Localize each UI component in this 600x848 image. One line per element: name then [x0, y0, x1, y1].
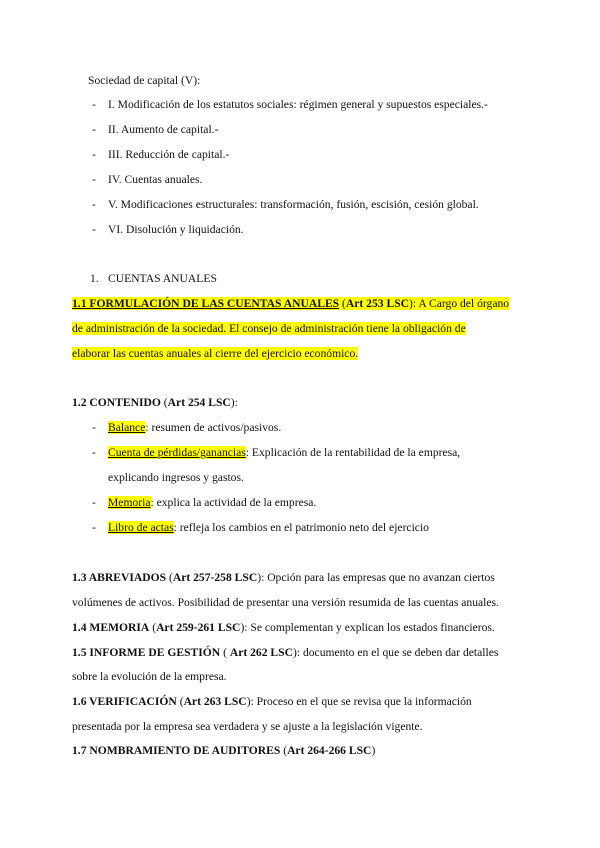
intro-item-3: III. Reducción de capital.- — [108, 148, 230, 161]
s1-5-title: 1.5 INFORME DE GESTIÓN — [72, 646, 221, 659]
paren: ): — [409, 297, 419, 310]
s1-3-article: Art 257-258 LSC — [172, 571, 258, 584]
s1-1-text: de administración de la sociedad. El consejo de administración tiene la obligación de — [72, 322, 466, 335]
section-heading: CUENTAS ANUALES — [108, 272, 217, 285]
s1-7-title: 1.7 NOMBRAMIENTO DE AUDITORES — [72, 744, 281, 757]
paren: ( — [149, 621, 157, 634]
paren: ( — [176, 695, 184, 708]
bullet-dash: - — [92, 446, 96, 459]
s1-5-line2: sobre la evolución de la empresa. — [72, 670, 227, 683]
term-highlight: Cuenta de pérdidas/ganancias — [108, 446, 246, 459]
s1-1-title: 1.1 FORMULACIÓN DE LAS CUENTAS ANUALES — [72, 297, 340, 310]
intro-title: Sociedad de capital (V): — [88, 74, 201, 87]
term-text: : explica la actividad de la empresa. — [150, 496, 317, 509]
intro-item-2: II. Aumento de capital.- — [108, 123, 219, 136]
s1-7-article: Art 264-266 LSC — [287, 744, 372, 757]
section-number: 1. — [90, 272, 99, 285]
s1-6-line1 — [72, 694, 472, 710]
s1-6-line2: presentada por la empresa sea verdadera y se ajuste a la legislación vigente. — [72, 720, 423, 733]
content-item-pyg-cont: explicando ingresos y gastos. — [108, 471, 244, 484]
paren: ( — [166, 571, 173, 584]
paren: ) — [371, 744, 376, 757]
s1-6-text: Proceso en el que se revisa que la información — [256, 695, 472, 708]
s1-4-line1 — [72, 620, 495, 636]
bullet-dash: - — [92, 198, 96, 211]
content-item-memoria — [108, 495, 316, 511]
s1-1-article: Art 253 LSC — [345, 297, 410, 310]
intro-item-5: V. Modificaciones estructurales: transformación, fusión, escisión, cesión global. — [108, 198, 479, 211]
s1-5-line1 — [72, 645, 498, 661]
paren: ( — [339, 297, 346, 310]
paren: ( — [280, 744, 288, 757]
s1-4-text: Se complementan y explican los estados financieros. — [250, 621, 495, 634]
s1-3-line2: volúmenes de activos. Posibilidad de presentar una versión resumida de las cuentas anuales. — [72, 596, 499, 609]
s1-3-line1 — [72, 570, 495, 586]
s1-1-line1 — [72, 296, 509, 312]
bullet-dash: - — [92, 148, 96, 161]
bullet-dash: - — [92, 421, 96, 434]
paren: ): — [257, 571, 268, 584]
intro-item-4: IV. Cuentas anuales. — [108, 173, 203, 186]
bullet-dash: - — [92, 521, 96, 534]
s1-3-title: 1.3 ABREVIADOS — [72, 571, 167, 584]
s1-1-line3 — [72, 346, 358, 362]
term-highlight: Balance — [108, 421, 146, 434]
s1-2-title: 1.2 CONTENIDO — [72, 396, 161, 409]
paren: ( — [160, 396, 168, 409]
s1-4-title: 1.4 MEMORIA — [72, 621, 150, 634]
bullet-dash: - — [92, 123, 96, 136]
content-item-pyg — [108, 445, 460, 461]
bullet-dash: - — [92, 496, 96, 509]
term-highlight: Memoria — [108, 496, 151, 509]
s1-5-text: documento en el que se deben dar detalles — [302, 646, 499, 659]
paren: ( — [220, 646, 230, 659]
content-item-actas — [108, 520, 429, 536]
s1-2-line1 — [72, 395, 238, 411]
s1-6-article: Art 263 LSC — [183, 695, 247, 708]
s1-1-text: elaborar las cuentas anuales al cierre del ejercicio económico. — [72, 347, 359, 360]
s1-2-article: Art 254 LSC — [167, 396, 231, 409]
term-highlight: Libro de actas — [108, 521, 174, 534]
s1-3-text: Opción para las empresas que no avanzan ciertos — [267, 571, 495, 584]
term-text: : resumen de activos/pasivos. — [145, 421, 282, 434]
s1-7-line1 — [72, 743, 375, 759]
bullet-dash: - — [92, 223, 96, 236]
term-text: : Explicación de la rentabilidad de la empresa, — [245, 446, 461, 459]
s1-1-text: A Cargo del órgano — [418, 297, 510, 310]
bullet-dash: - — [92, 173, 96, 186]
intro-item-1: I. Modificación de los estatutos sociales: régimen general y supuestos especiales.- — [108, 98, 488, 111]
paren: ): — [230, 396, 238, 409]
s1-5-article: Art 262 LSC — [229, 646, 293, 659]
content-item-balance — [108, 420, 281, 436]
s1-4-article: Art 259-261 LSC — [156, 621, 241, 634]
paren: ): — [292, 646, 303, 659]
s1-1-line2 — [72, 321, 466, 337]
intro-item-6: VI. Disolución y liquidación. — [108, 223, 244, 236]
s1-6-title: 1.6 VERIFICACIÓN — [72, 695, 177, 708]
term-text: : refleja los cambios en el patrimonio neto del ejercicio — [173, 521, 429, 534]
paren: ): — [246, 695, 257, 708]
bullet-dash: - — [92, 98, 96, 111]
paren: ): — [240, 621, 251, 634]
